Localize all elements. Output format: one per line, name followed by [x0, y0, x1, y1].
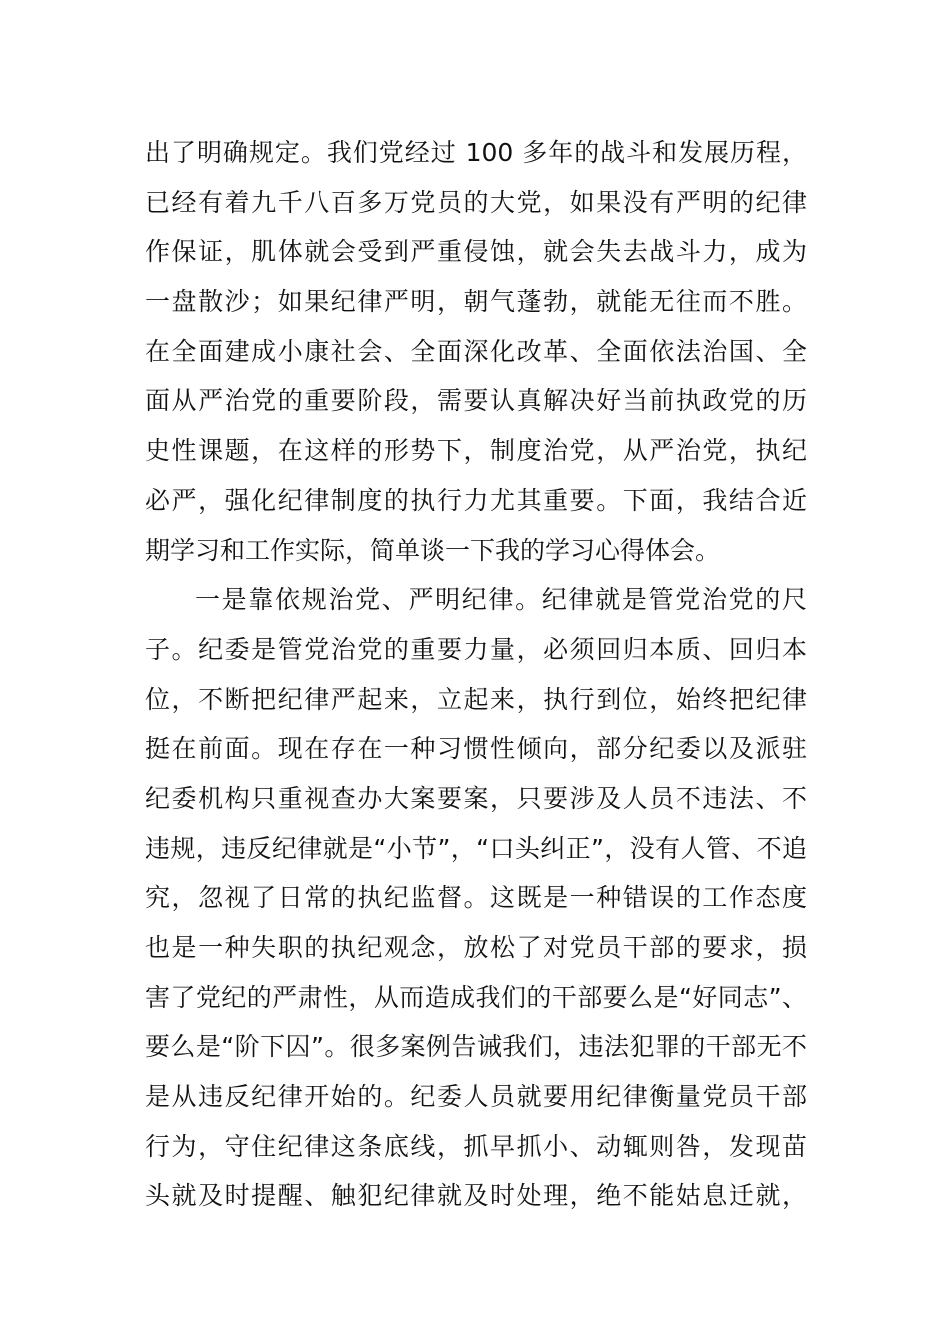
text-line: 害了党纪的严肃性，从而造成我们的干部要么是“好同志”、: [145, 982, 807, 1012]
text-line: 史性课题，在这样的形势下，制度治党，从严治党，执纪: [145, 436, 807, 466]
text-line: 纪委机构只重视查办大案要案，只要涉及人员不违法、不: [145, 783, 807, 813]
text-line: 一盘散沙；如果纪律严明，朝气蓬勃，就能无往而不胜。: [145, 287, 807, 317]
text-line: 在全面建成小康社会、全面深化改革、全面依法治国、全: [145, 336, 807, 366]
text-line: 是从违反纪律开始的。纪委人员就要用纪律衡量党员干部: [145, 1082, 807, 1112]
document-page: [145, 128, 807, 1221]
text-line: 也是一种失职的执纪观念，放松了对党员干部的要求，损: [145, 933, 807, 962]
text-line: 行为，守住纪律这条底线，抓早抓小、动辄则咎，发现苗: [145, 1131, 807, 1161]
text-line: 头就及时提醒、触犯纪律就及时处理，绝不能姑息迁就，: [145, 1181, 807, 1211]
text-line: 必严，强化纪律制度的执行力尤其重要。下面，我结合近: [145, 485, 807, 515]
text-line: 作保证，肌体就会受到严重侵蚀，就会失去战斗力，成为: [145, 237, 807, 267]
text-line: 违规，违反纪律就是“小节”，“口头纠正”，没有人管、不追: [145, 833, 807, 863]
text-line: 已经有着九千八百多万党员的大党，如果没有严明的纪律: [145, 187, 807, 217]
text-line: 要么是“阶下囚”。很多案例告诫我们，违法犯罪的干部无不: [145, 1032, 807, 1062]
text-line: 子。纪委是管党治党的重要力量，必须回归本质、回归本: [145, 634, 807, 664]
text-line: 期学习和工作实际，简单谈一下我的学习心得体会。: [145, 535, 721, 565]
text-line: 位，不断把纪律严起来，立起来，执行到位，始终把纪律: [145, 684, 807, 714]
text-line: 一是靠依规治党、严明纪律。纪律就是管党治党的尺: [195, 585, 807, 615]
text-line: 面从严治党的重要阶段，需要认真解决好当前执政党的历: [145, 386, 807, 416]
text-line: 出了明确规定。我们党经过 100 多年的战斗和发展历程，: [145, 138, 807, 167]
text-line: 挺在前面。现在存在一种习惯性倾向，部分纪委以及派驻: [145, 734, 807, 764]
text-line: 究，忽视了日常的执纪监督。这既是一种错误的工作态度: [145, 883, 807, 913]
